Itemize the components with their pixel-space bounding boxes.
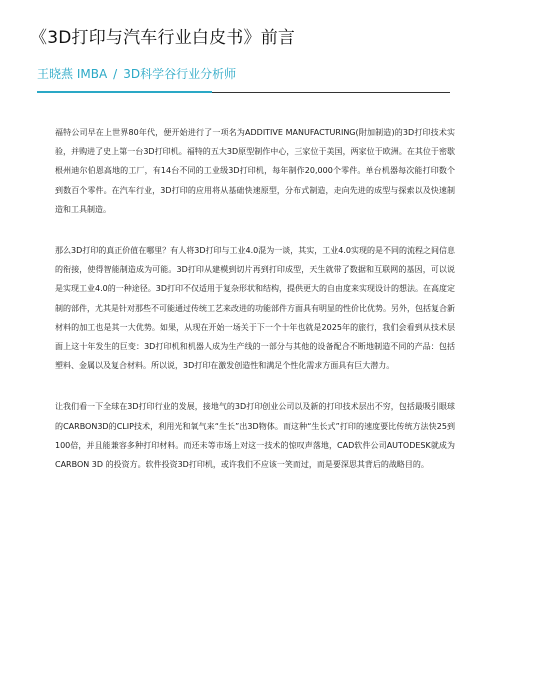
paragraph: 让我们看一下全球在3D打印行业的发展，接地气的3D打印创业公司以及新的打印技术层出不穷，包括最吸引眼球的CARBON3D的CLIP技术，利用光和氧气来“生长”出3D物体。而这种“生长式”打印的速度要比传统方法快25到100倍，并且能兼容多种打印材料。而还未等市场上对这一技术的惊叹声落地，CAD软件公司AUTODESK就成为 CARBON 3D 的投资方。软件投资3D打印机，或许我们不应该一笑而过，而是要深思其背后的战略目的。 — [55, 402, 455, 470]
article-body — [55, 123, 455, 496]
byline-separator: / — [113, 67, 118, 81]
author-name: 王晓燕 IMBA — [37, 67, 108, 81]
article-title: 《3D打印与汽车行业白皮书》前言 — [30, 28, 296, 48]
paragraph: 福特公司早在上世界80年代，便开始进行了一项名为ADDITIVE MANUFACTURING(附加制造)的3D打印技术实验，并购进了史上第一台3D打印机。福特的五大3D原型制作中心，三家位于美国，两家位于欧洲。在其位于密歇根州迪尔伯恩高地的工厂，有14台不同的工业级3D打印机，每年制作20,000个零件。单台机器每次能打印数个到数百个零件。在汽车行业，3D打印的应用将从基础快速原型，分布式制造，走向先进的成型与探索以及快速制造和工具制造。 — [55, 128, 455, 214]
byline — [37, 66, 236, 82]
header-rule — [212, 92, 450, 93]
accent-rule — [37, 91, 212, 93]
author-affiliation: 3D科学谷行业分析师 — [123, 67, 237, 81]
paragraph: 那么3D打印的真正价值在哪里？有人将3D打印与工业4.0混为一谈，其实，工业4.0实现的是不同的流程之间信息的衔接，使得智能制造成为可能。3D打印从建模到切片再到打印成型，天生就带了数据和互联网的基因，可以说是实现工业4.0的一种途径。3D打印不仅适用于复杂形状和结构，提供更大的自由度来实现设计的想法。在高度定制的部件，尤其是针对那些不可能通过传统工艺来改进的功能部件方面具有明显的性价比优势。另外，包括复合新材料的加工也是其一大优势。如果，从现在开始一场关于下一个十年也就是2025年的旅行，我们会看到从技术层面上这十年发生的巨变：3D打印机和机器人成为生产线的一部分与其他的设备配合不断地制造不同的产品：包括塑料、金属以及复合材料。所以说，3D打印在激发创造性和满足个性化需求方面具有巨大潜力。 — [55, 246, 455, 371]
